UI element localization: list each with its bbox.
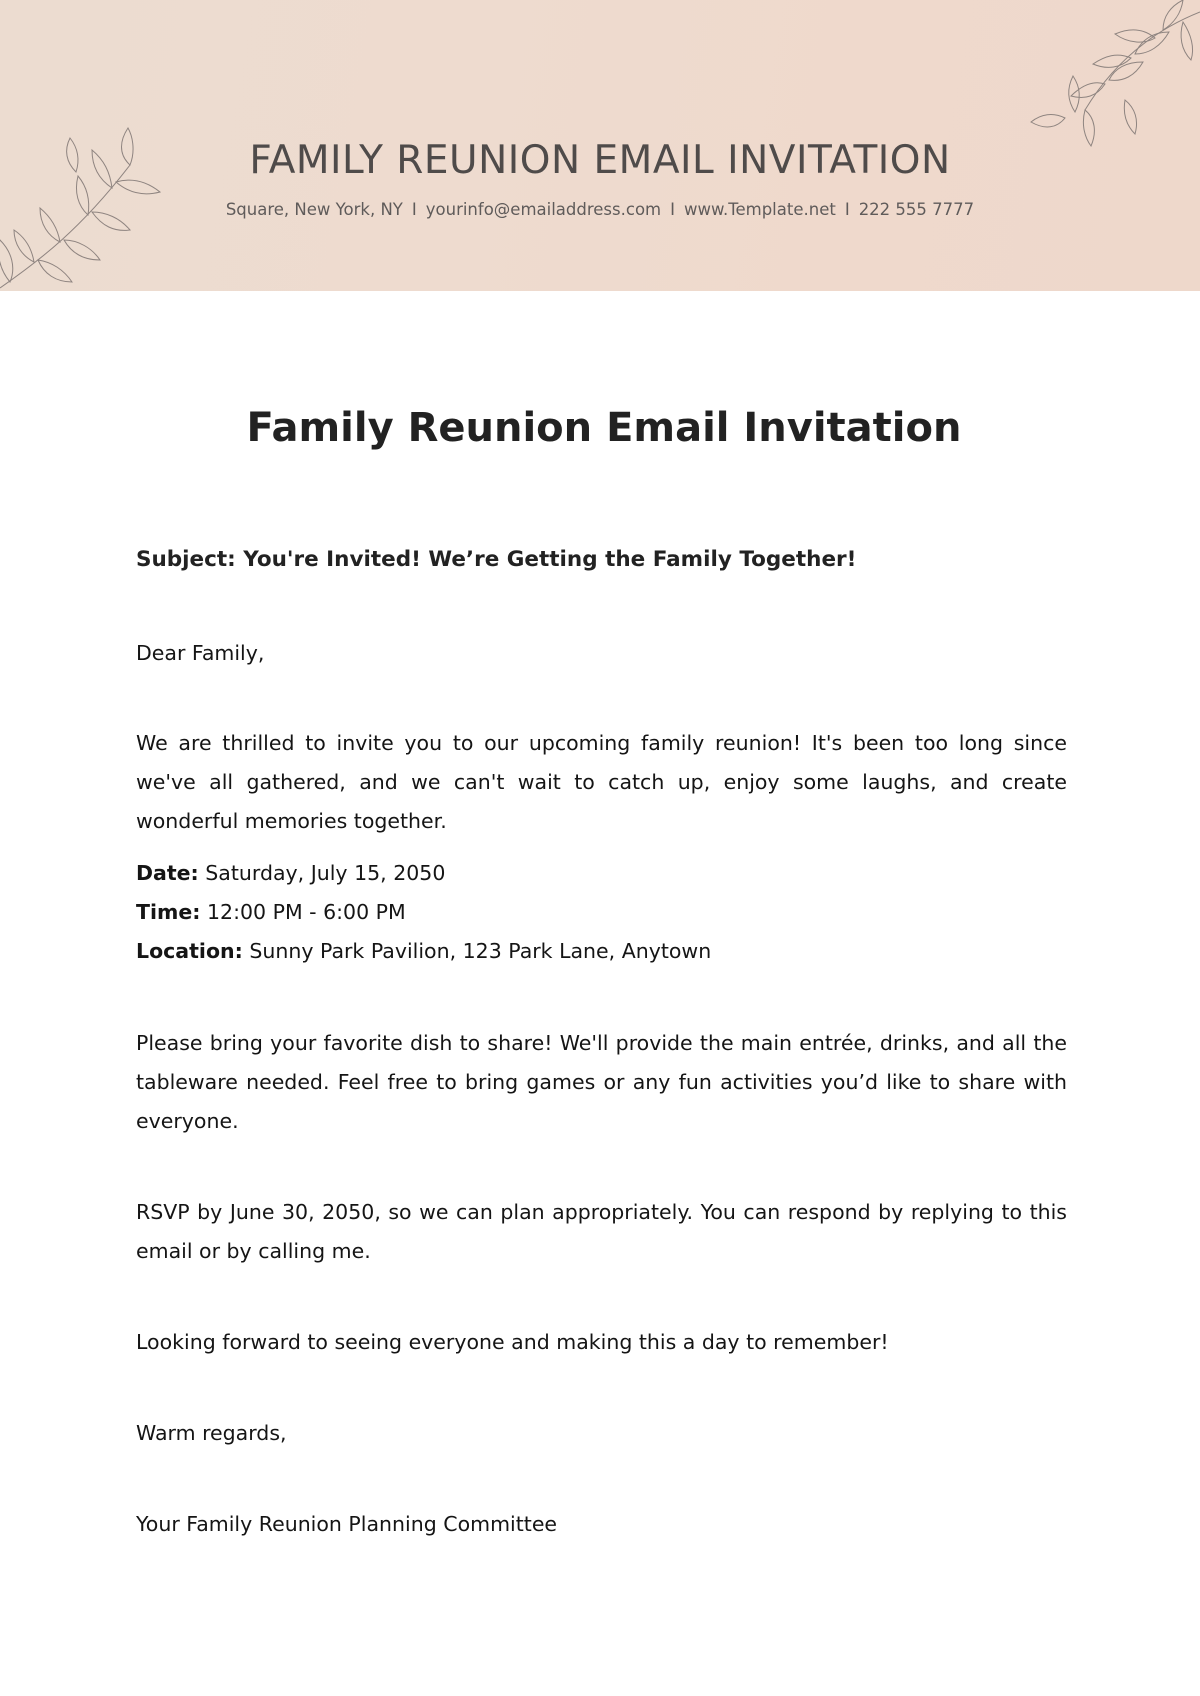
- potluck-paragraph: Please bring your favorite dish to share! We'll provide the main entrée, drinks, and all the tableware needed. Feel free to bring games or any fun activities you’d like to share with everyone.: [136, 1031, 1067, 1133]
- contact-separator: I: [670, 200, 675, 219]
- closing-line: Looking forward to seeing everyone and making this a day to remember!: [136, 1330, 889, 1354]
- contact-separator: I: [411, 200, 417, 219]
- email-subject: Subject: You're Invited! We’re Getting the Family Together!: [136, 547, 857, 572]
- contact-website[interactable]: www.Template.net: [683, 200, 836, 219]
- header-title: FAMILY REUNION EMAIL INVITATION: [249, 138, 951, 183]
- location-label: Location:: [136, 939, 243, 963]
- greeting: Dear Family,: [136, 641, 265, 665]
- detail-time: [136, 893, 1067, 932]
- detail-location: [136, 932, 1067, 971]
- header-banner: [0, 0, 1200, 291]
- leaf-branch-right-icon: [1005, 0, 1200, 150]
- contact-phone: 222 555 7777: [858, 200, 975, 219]
- date-value: Saturday, July 15, 2050: [198, 861, 446, 885]
- contact-separator: I: [844, 200, 850, 219]
- intro-paragraph: We are thrilled to invite you to our upcoming family reunion! It's been too long since we've all gathered, and we can't wait to catch up, enjoy some laughs, and create wonderful memories together.: [136, 731, 1067, 833]
- rsvp-paragraph: RSVP by June 30, 2050, so we can plan appropriately. You can respond by replying to this email or by calling me.: [136, 1200, 1067, 1263]
- detail-date: [136, 854, 1067, 893]
- contact-email[interactable]: yourinfo@emailaddress.com: [425, 200, 662, 219]
- document-title: Family Reunion Email Invitation: [246, 405, 962, 451]
- signature: Your Family Reunion Planning Committee: [136, 1512, 558, 1536]
- contact-address: Square, New York, NY: [225, 200, 403, 219]
- event-details: [136, 854, 1067, 971]
- sign-off: Warm regards,: [136, 1421, 287, 1445]
- location-value: Sunny Park Pavilion, 123 Park Lane, Anytown: [242, 939, 712, 963]
- header-contact-line: [0, 198, 1200, 222]
- date-label: Date:: [136, 861, 199, 885]
- time-value: 12:00 PM - 6:00 PM: [200, 900, 406, 924]
- time-label: Time:: [136, 900, 201, 924]
